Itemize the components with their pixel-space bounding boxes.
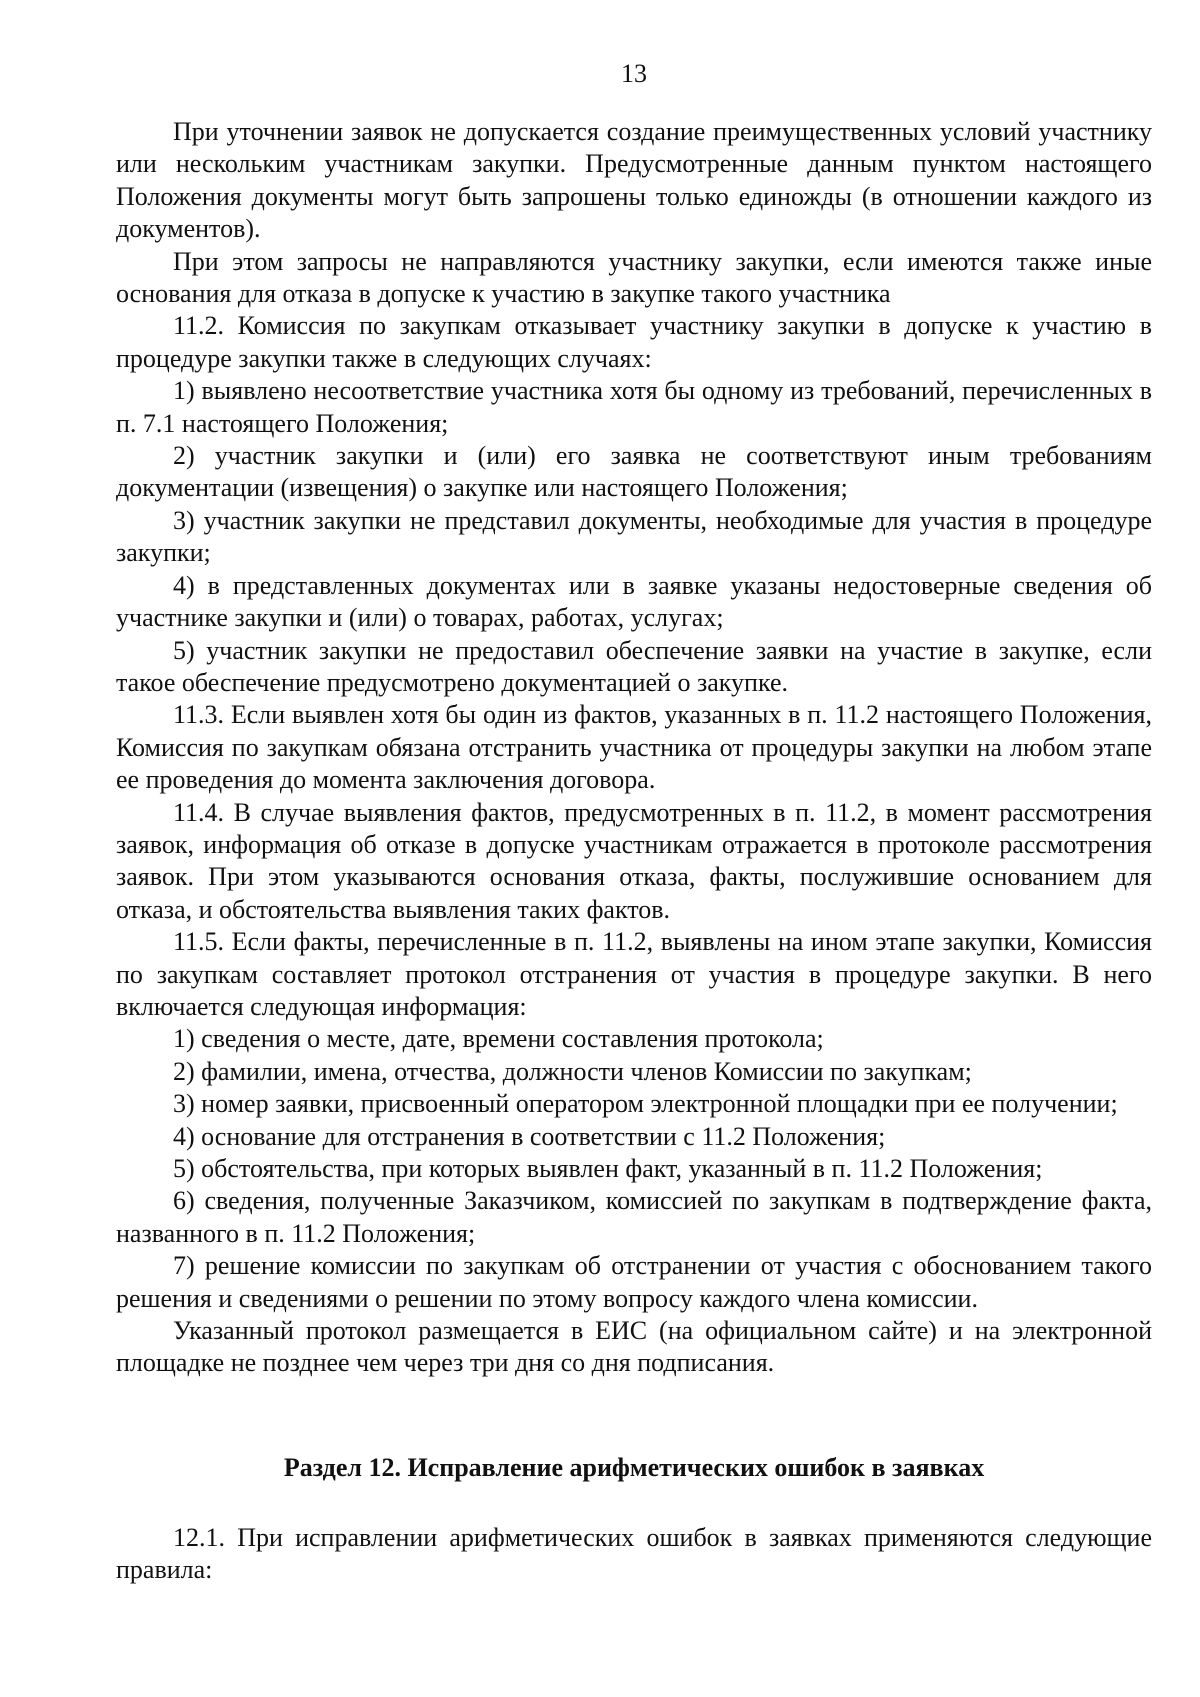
clause-11-2: 11.2. Комиссия по закупкам отказывает участнику закупки в допуске к участию в процедуре закупки также в следующих случаях:: [116, 311, 1152, 373]
page-number: 13: [621, 59, 647, 88]
list-item: 4) основание для отстранения в соответствии с 11.2 Положения;: [173, 1121, 886, 1151]
section-heading: Раздел 12. Исправление арифметических ошибок в заявках: [283, 1453, 985, 1482]
list-item: 3) номер заявки, присвоенный оператором электронной площадки при ее получении;: [173, 1089, 1118, 1119]
clause-11-4: 11.4. В случае выявления фактов, предусмотренных в п. 11.2, в момент рассмотрения заявок, информация об отказе в допуске участникам отражается в протоколе рассмотрения заявок. При этом указываются основания отказа, факты, послужившие основанием для отказа, и обстоятельства выявления таких фактов.: [116, 797, 1152, 924]
clause-11-3: 11.3. Если выявлен хотя бы один из фактов, указанных в п. 11.2 настоящего Положения, Комиссия по закупкам обязана отстранить участника от процедуры закупки на любом этапе ее проведения до момента заключения договора.: [116, 700, 1152, 795]
list-item: 3) участник закупки не представил документы, необходимые для участия в процедуре закупки;: [116, 505, 1152, 568]
list-item: 1) сведения о месте, дате, времени составления протокола;: [173, 1024, 824, 1054]
list-item: 1) выявлено несоответствие участника хотя бы одному из требований, перечисленных в п. 7.1 настоящего Положения;: [116, 376, 1152, 438]
paragraph: При уточнении заявок не допускается создание преимущественных условий участнику или нескольким участникам закупки. Предусмотренные данным пунктом настоящего Положения документы могут быть запрошены только единожды (в отношении каждого из документов).: [116, 117, 1152, 244]
list-item: 5) участник закупки не предоставил обеспечение заявки на участие в закупке, если такое обеспечение предусмотрено документацией о закупке.: [116, 635, 1152, 697]
clause-11-5: 11.5. Если факты, перечисленные в п. 11.2, выявлены на ином этапе закупки, Комиссия по закупкам составляет протокол отстранения от участия в процедуре закупки. В него включается следующая информация:: [116, 927, 1152, 1021]
list-item: 4) в представленных документах или в заявке указаны недостоверные сведения об участнике закупки и (или) о товарах, работах, услугах;: [116, 570, 1152, 633]
section-body: [116, 1522, 1152, 1587]
list-item: 2) фамилии, имена, отчества, должности членов Комиссии по закупкам;: [173, 1056, 972, 1086]
list-item: 2) участник закупки и (или) его заявка не соответствуют иным требованиям документации (извещения) о закупке или настоящего Положения;: [116, 441, 1152, 503]
clause-12-1: 12.1. При исправлении арифметических ошибок в заявках применяются следующие правила:: [116, 1523, 1152, 1585]
paragraph: Указанный протокол размещается в ЕИС (на официальном сайте) и на электронной площадке не позднее чем через три дня со дня подписания.: [116, 1316, 1152, 1378]
document-body: [116, 116, 1152, 1380]
list-item: 5) обстоятельства, при которых выявлен факт, указанный в п. 11.2 Положения;: [173, 1154, 1043, 1183]
list-item: 6) сведения, полученные Заказчиком, комиссией по закупкам в подтверждение факта, названного в п. 11.2 Положения;: [116, 1186, 1152, 1248]
paragraph: При этом запросы не направляются участнику закупки, если имеются также иные основания для отказа в допуске к участию в закупке такого участника: [116, 246, 1152, 309]
list-item: 7) решение комиссии по закупкам об отстранении от участия с обоснованием такого решения и сведениями о решении по этому вопросу каждого члена комиссии.: [116, 1251, 1152, 1313]
